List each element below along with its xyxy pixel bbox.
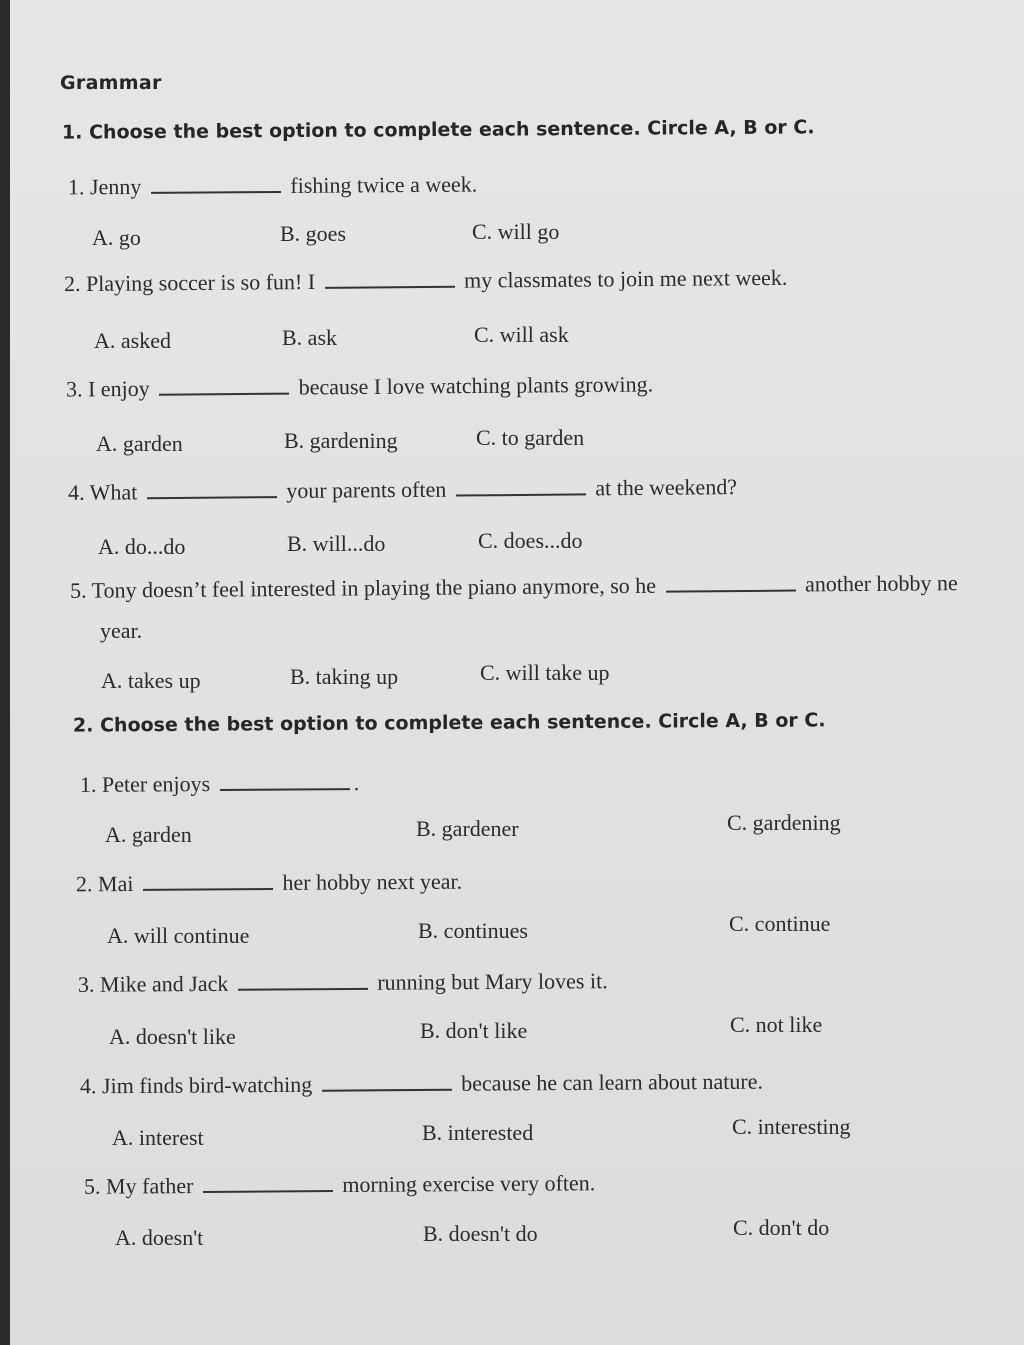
question-text-after: another hobby ne [804, 570, 958, 597]
option-a: A. asked [94, 328, 171, 353]
question-2-3 [78, 968, 608, 998]
question-text-before: Mike and Jack [99, 970, 229, 997]
option-b: B. will...do [287, 531, 386, 556]
question-2-4 [80, 1069, 763, 1100]
question-continuation: year. [100, 618, 143, 643]
option-c: C. interesting [732, 1114, 851, 1139]
option-c: C. not like [730, 1012, 823, 1037]
option-a: A. do...do [98, 534, 186, 559]
question-2-1 [80, 770, 359, 798]
option-a: A. doesn't [115, 1225, 204, 1250]
page-title: Grammar [60, 72, 162, 94]
option-b: B. gardening [284, 428, 398, 453]
question-1-5 [70, 570, 958, 604]
question-text-after: her hobby next year. [282, 868, 463, 895]
answer-blank [151, 191, 281, 194]
answer-blank [325, 286, 455, 289]
question-1-1 [68, 172, 477, 201]
answer-blank [238, 988, 368, 991]
question-number: 3. [65, 376, 83, 402]
question-text-before: Jenny [89, 173, 142, 200]
option-a: A. will continue [107, 923, 250, 948]
option-b: B. doesn't do [423, 1221, 538, 1246]
answer-blank [203, 1190, 333, 1193]
question-text-before: Peter enjoys [101, 771, 211, 797]
option-c: C. continue [729, 911, 831, 936]
section-2-heading: 2. Choose the best option to complete each sentence. Circle A, B or C. [72, 709, 826, 737]
option-a: A. garden [105, 822, 192, 847]
option-a: A. takes up [101, 668, 201, 693]
question-1-3 [66, 371, 653, 402]
question-number: 5. [69, 577, 87, 603]
question-1-4 [68, 474, 737, 506]
section-1-heading: 1. Choose the best option to complete each sentence. Circle A, B or C. [61, 116, 815, 144]
option-a: A. garden [96, 431, 183, 456]
option-c: C. does...do [478, 528, 583, 553]
question-text-before: Jim finds bird-watching [101, 1071, 313, 1099]
question-text-after: my classmates to join me next week. [464, 264, 788, 293]
question-text-before: I enjoy [87, 375, 150, 402]
answer-blank [456, 493, 586, 496]
option-b: B. continues [418, 918, 528, 943]
option-b: B. taking up [290, 664, 399, 689]
option-b: B. ask [282, 325, 337, 350]
question-number: 5. [83, 1173, 101, 1199]
option-c: C. will go [472, 219, 560, 244]
question-1-2 [64, 265, 788, 297]
answer-blank [143, 888, 273, 891]
question-text-before: Tony doesn’t feel interested in playing the piano anymore, so he [91, 572, 657, 603]
question-text-after: fishing twice a week. [290, 171, 478, 198]
question-2-5 [84, 1170, 595, 1200]
option-c: C. to garden [476, 425, 585, 450]
question-text-mid: your parents often [286, 476, 447, 504]
question-number: 2. [63, 271, 81, 297]
option-c: C. gardening [727, 810, 841, 835]
question-text-before: Mai [97, 870, 134, 897]
question-text-after: because he can learn about nature. [461, 1068, 764, 1096]
question-text-after: at the weekend? [595, 474, 738, 501]
question-text-before: My father [105, 1173, 194, 1199]
answer-blank [147, 496, 277, 499]
option-c: C. don't do [733, 1215, 830, 1240]
option-c: C. will take up [480, 660, 610, 685]
question-number: 2. [75, 871, 93, 897]
option-c: C. will ask [474, 322, 569, 347]
question-text-after: running but Mary loves it. [377, 968, 608, 995]
question-text-before: Playing soccer is so fun! I [85, 268, 316, 296]
answer-blank [220, 788, 350, 791]
option-b: B. goes [280, 221, 346, 246]
option-a: A. go [92, 225, 141, 250]
question-text-after: . [353, 770, 360, 796]
question-2-2 [76, 869, 462, 898]
question-number: 4. [67, 479, 85, 505]
option-b: B. gardener [416, 816, 519, 841]
answer-blank [159, 393, 289, 396]
option-b: B. don't like [420, 1018, 528, 1043]
option-a: A. interest [112, 1125, 204, 1150]
question-text-after: because I love watching plants growing. [298, 371, 654, 400]
question-number: 1. [79, 771, 97, 797]
answer-blank [666, 590, 796, 593]
question-number: 1. [67, 174, 85, 200]
worksheet-page [10, 0, 1024, 1345]
question-text-before: What [89, 479, 138, 505]
question-number: 3. [77, 971, 95, 997]
question-number: 4. [79, 1073, 97, 1099]
option-a: A. doesn't like [109, 1024, 236, 1049]
question-text-after: morning exercise very often. [342, 1170, 596, 1197]
option-b: B. interested [422, 1120, 534, 1145]
answer-blank [322, 1089, 452, 1092]
